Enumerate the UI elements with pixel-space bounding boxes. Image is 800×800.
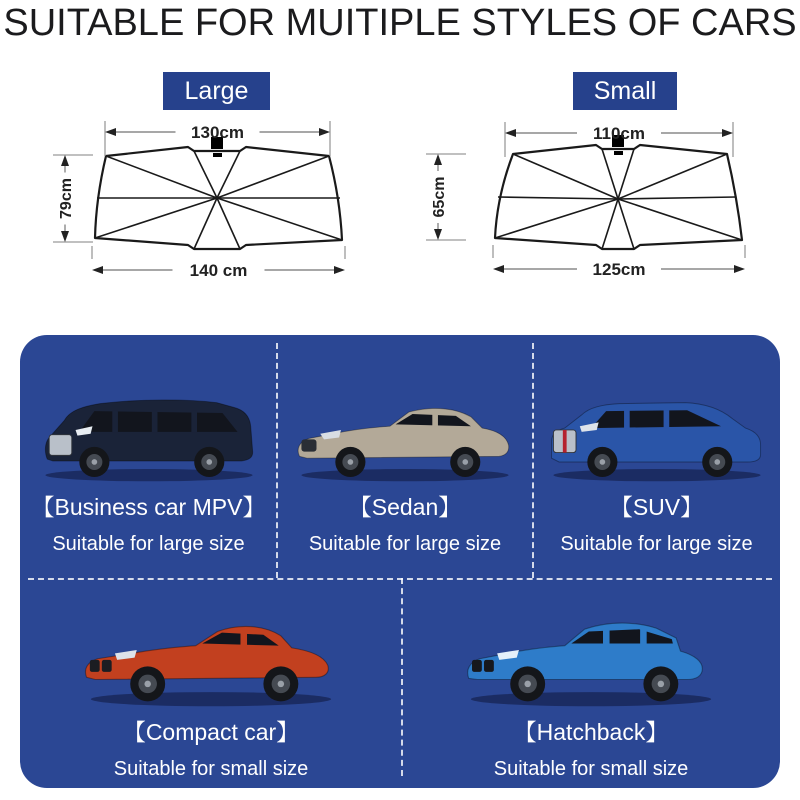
small-size-tag <box>573 72 677 110</box>
svg-text:79cm: 79cm <box>58 178 75 219</box>
small-sunshade-diagram <box>415 112 795 292</box>
hatchback-car-image <box>460 590 722 710</box>
card-hatchback <box>402 578 780 788</box>
card-sedan <box>277 335 533 578</box>
card-business-mpv <box>20 335 277 578</box>
card-title: 【Hatchback】 <box>513 719 669 746</box>
card-subtitle: Suitable for large size <box>52 532 245 555</box>
card-title: 【Sedan】 <box>348 493 462 520</box>
svg-text:110cm: 110cm <box>593 124 645 143</box>
card-subtitle: Suitable for small size <box>493 758 689 781</box>
card-title: 【Compact car】 <box>122 719 300 746</box>
page-title: SUITABLE FOR MUITIPLE STYLES OF CARS <box>3 2 797 44</box>
card-subtitle: Suitable for large size <box>560 532 753 555</box>
svg-text:125cm: 125cm <box>592 260 646 279</box>
card-title: 【Business car MPV】 <box>31 493 266 520</box>
sedan-car-image <box>292 381 518 485</box>
card-subtitle: Suitable for large size <box>308 532 502 555</box>
large-size-tag <box>163 72 270 110</box>
card-subtitle: Suitable for small size <box>113 758 309 781</box>
card-suv <box>533 335 780 578</box>
large-sunshade-diagram <box>40 110 400 290</box>
svg-text:130cm: 130cm <box>191 123 244 142</box>
small-size-label: Small <box>593 76 657 105</box>
car-types-panel <box>20 335 780 788</box>
card-compact <box>20 578 402 788</box>
svg-text:65cm: 65cm <box>431 176 448 218</box>
card-title: 【SUV】 <box>609 493 704 520</box>
compact-car-image <box>80 590 342 710</box>
svg-text:140 cm: 140 cm <box>189 261 248 280</box>
suv-car-image <box>544 381 770 485</box>
mpv-car-image <box>36 381 262 485</box>
large-size-label: Large <box>184 76 249 105</box>
